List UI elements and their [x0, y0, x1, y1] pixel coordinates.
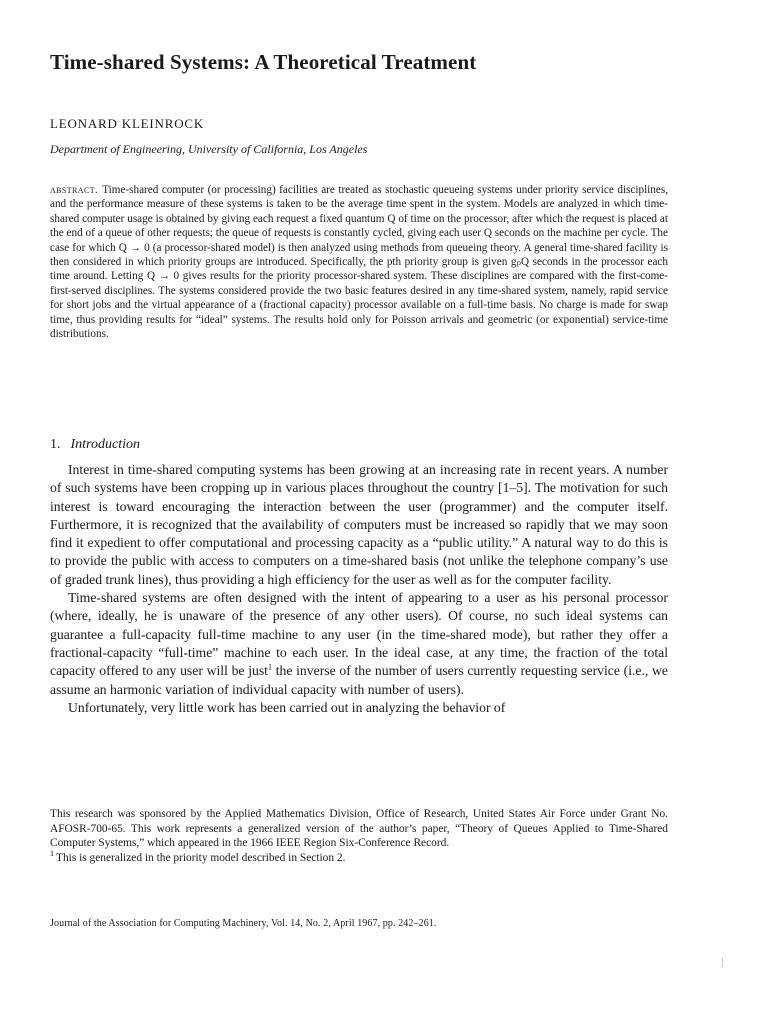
abstract-text: Time-shared computer (or processing) facilities are treated as stochastic queueing systems under priority service disciplines, and the performance measure of these systems is taken to be the average time spent in the system. Models are analyzed in which time-shared computer usage is obtained by giving each request a fixed quantum Q of time on the processor, after which the request is placed at the end of a queue of other requests; the queue of requests is constantly cycled, giving each user Q seconds on the machine per cycle. The case for which Q → 0 (a processor-shared model) is then analyzed using methods from queueing theory. A general time-shared facility is then considered in which priority groups are introduced. Specifically, the pth priority group is given gₚQ seconds in the processor each time around. Letting Q → 0 gives results for the priority processor-shared system. These disciplines are compared with the first-come-first-served disciplines. The systems considered provide the two basic features desired in any time-shared system, namely, rapid service for short jobs and the virtual appearance of a (fractional capacity) processor available on a full-time basis. No charge is made for swap time, thus providing results for “ideal” systems. The results hold only for Poisson arrivals and geometric (or exponential) service-time distributions.	[50, 184, 668, 341]
paragraph-2-text-a: Time-shared systems are often designed with the intent of appearing to a user as his personal processor (where, ideally, he is unaware of the presence of any other users). Of course, no such ideal systems can guarantee a full-capacity full-time machine to any user (in the time-shared mode), but rather they offer a fractional-capacity “full-time” machine to each user. In the ideal case, at any time, the fraction of the total capacity offered to any user will be just	[50, 590, 668, 679]
abstract-block	[50, 183, 668, 341]
section-heading	[50, 437, 140, 453]
footnote-1-mark: 1	[50, 848, 54, 858]
section-title: Introduction	[70, 437, 140, 452]
footnotes	[50, 807, 668, 865]
paragraph-1: Interest in time-shared computing systems has been growing at an increasing rate in recent years. A number of such systems have been cropping up in various places throughout the country [1–5]. The motivation for such interest is toward encouraging the interaction between the user (programmer) and the computer itself. Furthermore, it is recognized that the availability of computers must be increased so rapidly that we may soon find it expedient to offer computational and processing capacity as a “public utility.” A natural way to do this is to provide the public with access to computers on a time-shared basis (not unlike the telephone company’s use of graded trunk lines), thus providing a high efficiency for the user as well as for the computer facility.	[50, 462, 668, 587]
paper-title: Time-shared Systems: A Theoretical Treatment	[50, 50, 477, 74]
sponsor-note: This research was sponsored by the Applied Mathematics Division, Office of Research, United States Air Force under Grant No. AFOSR-700-65. This work represents a generalized version of the author’s paper, “Theory of Queues Applied to Time-Shared Computer Systems,” which appeared in the 1966 IEEE Region Six-Conference Record.	[50, 808, 668, 849]
section-number: 1.	[50, 437, 61, 452]
journal-citation: Journal of the Association for Computing Machinery, Vol. 14, No. 2, April 1967, pp. 242–261.	[50, 918, 437, 929]
paragraph-2	[50, 589, 668, 699]
footnote-ref-1: 1	[268, 662, 272, 672]
abstract-label: abstract.	[50, 184, 99, 196]
paragraph-3: Unfortunately, very little work has been carried out in analyzing the behavior of	[68, 699, 506, 715]
footnote-1	[50, 848, 668, 866]
paragraph-2-text-b: the inverse of the number of users currently requesting service (i.e., we assume an harmonic variation of individual capacity with number of users).	[50, 663, 668, 697]
author-name: LEONARD KLEINROCK	[50, 116, 205, 131]
author-affiliation: Department of Engineering, University of California, Los Angeles	[50, 142, 368, 156]
footnote-1-text: This is generalized in the priority model described in Section 2.	[56, 851, 346, 864]
body-text	[50, 461, 668, 717]
scan-mark	[722, 958, 723, 967]
